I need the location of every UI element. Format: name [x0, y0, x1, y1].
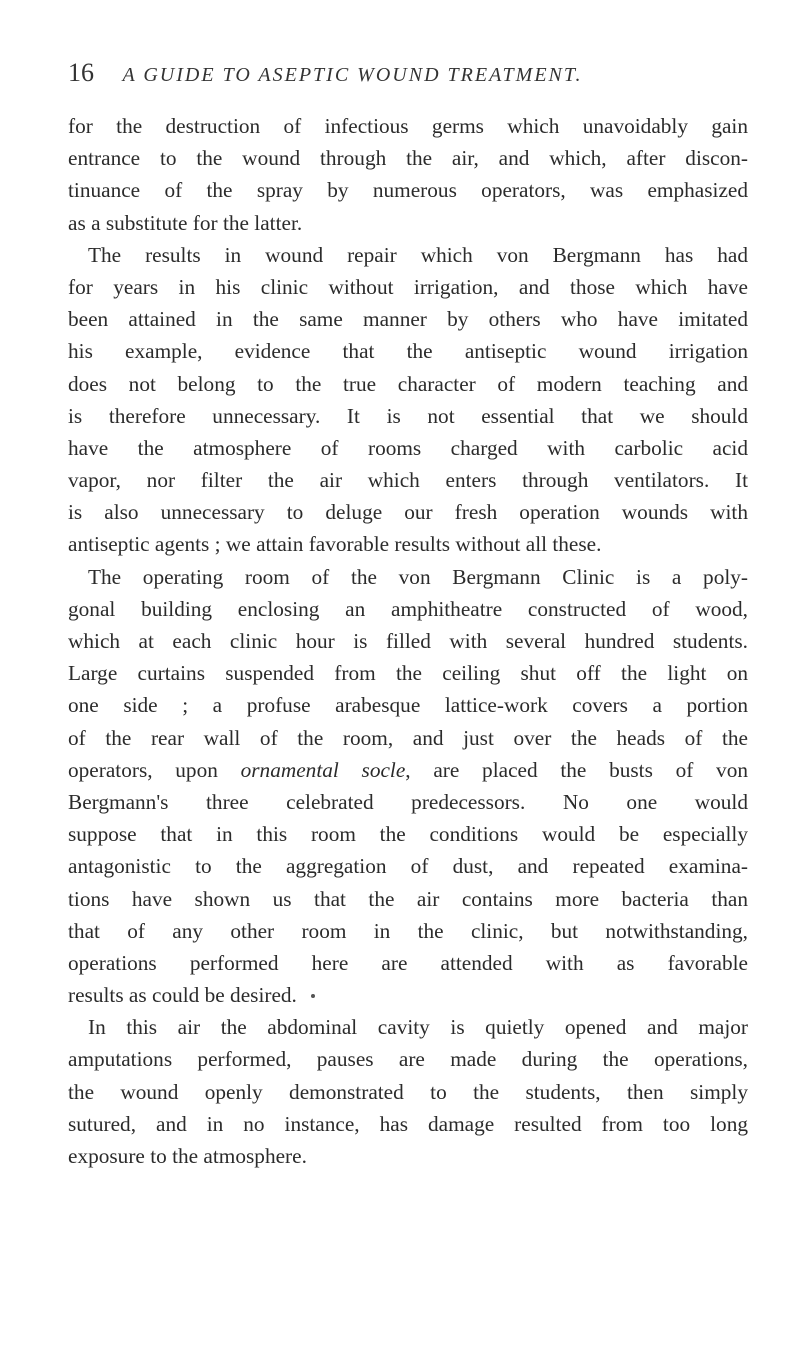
text-line: for years in his clinic without irrigation, and those which have [68, 274, 748, 299]
text-line: Bergmann's three celebrated predecessors. No one would [68, 789, 748, 814]
text-line: as a substitute for the latter. [68, 210, 303, 235]
text-line: tions have shown us that the air contains more bacteria than [68, 886, 748, 911]
running-head [68, 58, 688, 98]
running-title: A GUIDE TO ASEPTIC WOUND TREATMENT. [122, 64, 583, 86]
text-line: gonal building enclosing an amphitheatre constructed of wood, [68, 596, 748, 621]
text-line: his example, evidence that the antiseptic wound irrigation [68, 339, 748, 364]
text-line: is therefore unnecessary. It is not essential that we should [68, 403, 748, 428]
text-line: antiseptic agents ; we attain favorable results without all these. [68, 532, 602, 557]
text-line: have the atmosphere of rooms charged with carbolic acid [68, 435, 748, 460]
line-text: , are placed the busts of von [405, 757, 749, 782]
text-line: The results in wound repair which von Bergmann has had [88, 242, 748, 267]
line-text: operators, upon [68, 757, 241, 782]
text-line: antagonistic to the aggregation of dust, and repeated examina- [68, 854, 748, 879]
print-speck [311, 994, 315, 998]
text-line: Large curtains suspended from the ceiling shut off the light on [68, 661, 748, 686]
text-line: is also unnecessary to deluge our fresh operation wounds with [68, 500, 748, 525]
page-number: 16 [68, 58, 94, 87]
text-line: sutured, and in no instance, has damage resulted from too long [68, 1111, 748, 1136]
text-line: entrance to the wound through the air, and which, after discon- [68, 146, 748, 171]
text-line [68, 754, 748, 786]
italic-phrase: ornamental socle [240, 757, 406, 782]
text-line: tinuance of the spray by numerous operators, was emphasized [68, 178, 748, 203]
text-line: results as could be desired. [68, 983, 297, 1008]
text-line: that of any other room in the clinic, but notwithstanding, [68, 918, 748, 943]
body-text [68, 110, 748, 1172]
text-line: for the destruction of infectious germs which unavoidably gain [68, 114, 748, 138]
text-line: In this air the abdominal cavity is quietly opened and major [88, 1015, 748, 1040]
text-line: one side ; a profuse arabesque lattice-work covers a portion [68, 693, 748, 718]
text-line: amputations performed, pauses are made during the operations, [68, 1047, 748, 1072]
text-line: been attained in the same manner by others who have imitated [68, 307, 748, 332]
text-line: of the rear wall of the room, and just over the heads of the [68, 725, 748, 750]
text-line: exposure to the atmosphere. [68, 1144, 307, 1168]
text-line: The operating room of the von Bergmann Clinic is a poly- [88, 564, 748, 589]
text-line: operations performed here are attended with as favorable [68, 950, 748, 975]
text-line: does not belong to the true character of modern teaching and [68, 371, 748, 396]
text-line: vapor, nor filter the air which enters through ventilators. It [68, 468, 748, 493]
text-line: suppose that in this room the conditions would be especially [68, 822, 748, 847]
text-line: the wound openly demonstrated to the students, then simply [68, 1079, 748, 1104]
text-line: which at each clinic hour is filled with several hundred students. [68, 629, 748, 653]
